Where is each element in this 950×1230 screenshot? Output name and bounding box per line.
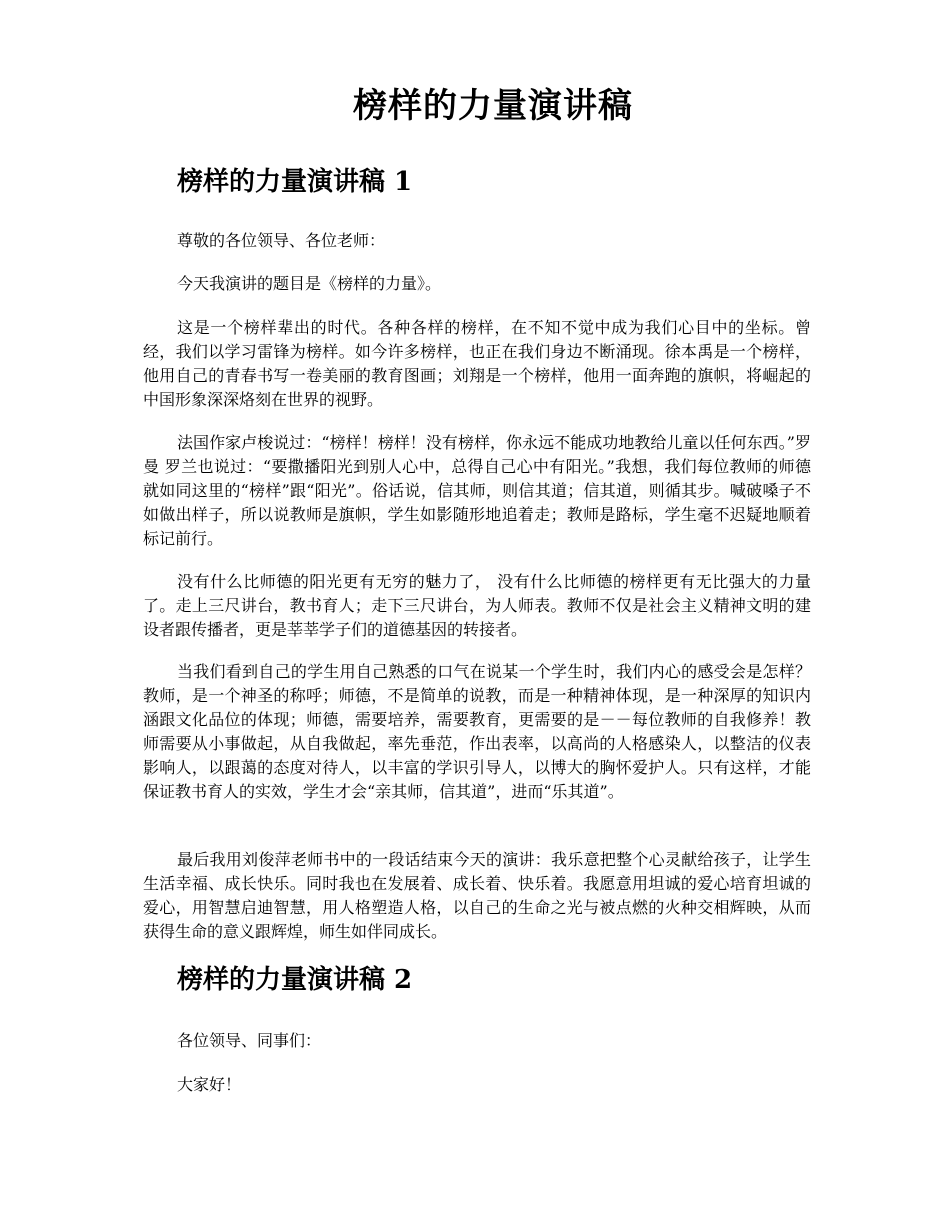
section-heading: 榜样的力量演讲稿 1: [177, 167, 413, 197]
paragraph: 这是一个榜样辈出的时代。各种各样的榜样，在不知不觉中成为我们心目中的坐标。曾经，我们以学习雷锋为榜样。如今许多榜样，也正在我们身边不断涌现。徐本禹是一个榜样，他用自己的青春书写一卷美丽的教育图画；刘翔是一个榜样，他用一面奔跑的旗帜，将崛起的中国形象深深烙刻在世界的视野。: [143, 318, 811, 409]
paragraph: 当我们看到自己的学生用自己熟悉的口气在说某一个学生时，我们内心的感受会是怎样？教师，是一个神圣的称呼；师德，不是简单的说教，而是一种精神体现，是一种深厚的知识内涵跟文化品位的体现；师德，需要培养，需要教育，更需要的是－－每位教师的自我修养！教师需要从小事做起，从自我做起，率先垂范，作出表率，以高尚的人格感染人，以整洁的仪表影响人，以跟蔼的态度对待人，以丰富的学识引导人，以博大的胸怀爱护人。只有这样，才能保证教书育人的实效，学生才会“亲其师，信其道”，进而“乐其道”。: [143, 662, 811, 801]
paragraph: 大家好！: [177, 1075, 242, 1094]
section-heading: 榜样的力量演讲稿 2: [177, 965, 413, 995]
document-title: 榜样的力量演讲稿: [353, 86, 633, 126]
paragraph: 尊敬的各位领导、各位老师：: [177, 231, 386, 250]
paragraph: 没有什么比师德的阳光更有无穷的魅力了， 没有什么比师德的榜样更有无比强大的力量了。走上三尺讲台，教书育人；走下三尺讲台，为人师表。教师不仅是社会主义精神文明的建设者跟传播者，更是莘莘学子们的道德基因的转接者。: [143, 572, 811, 639]
paragraph: 各位领导、同事们：: [177, 1031, 322, 1050]
paragraph: 法国作家卢梭说过：“榜样！榜样！没有榜样，你永远不能成功地教给儿童以任何东西。”罗曼 罗兰也说过：“要撒播阳光到别人心中，总得自己心中有阳光。”我想，我们每位教师的师德就如同这里的“榜样”跟“阳光”。俗话说，信其师，则信其道；信其道，则循其步。喊破嗓子不如做出样子，所以说教师是旗帜，学生如影随形地追着走；教师是路标，学生毫不迟疑地顺着标记前行。: [143, 433, 811, 548]
paragraph: 最后我用刘俊萍老师书中的一段话结束今天的演讲：我乐意把整个心灵献给孩子，让学生生活幸福、成长快乐。同时我也在发展着、成长着、快乐着。我愿意用坦诚的爱心培育坦诚的爱心，用智慧启迪智慧，用人格塑造人格，以自己的生命之光与被点燃的火种交相辉映，从而获得生命的意义跟辉煌，师生如伴同成长。: [143, 850, 811, 941]
paragraph: 今天我演讲的题目是《榜样的力量》。: [177, 274, 442, 293]
